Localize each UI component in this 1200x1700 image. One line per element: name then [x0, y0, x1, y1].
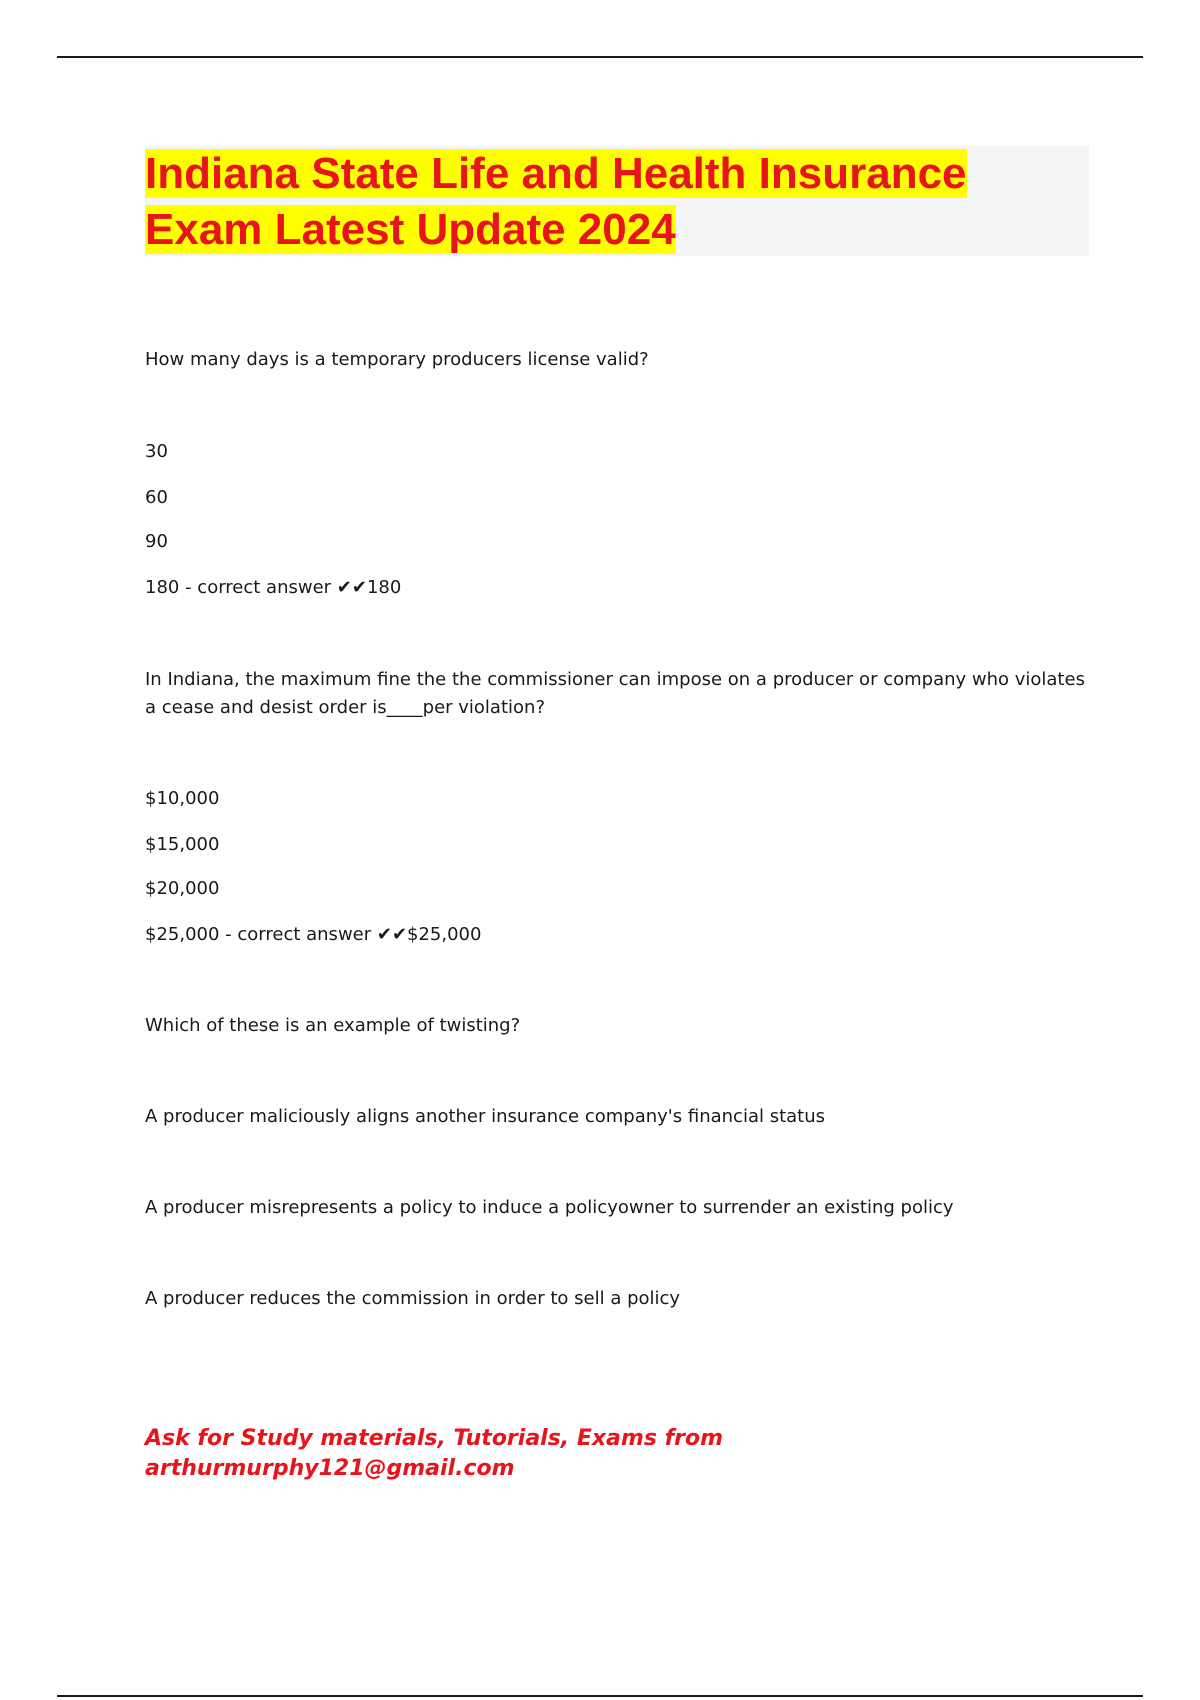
- promo-line-1: Ask for Study materials, Tutorials, Exams from: [145, 1426, 724, 1451]
- question-2: In Indiana, the maximum fine the the commissioner can impose on a producer or company who violates a cease and desist order is____per violation?: [145, 669, 1085, 718]
- document-title: [145, 146, 1089, 258]
- question-3-option-1: A producer maliciously aligns another insurance company's financial status: [145, 1106, 826, 1127]
- title-line-1: Indiana State Life and Health Insurance: [145, 149, 967, 198]
- title-line-2: Exam Latest Update 2024: [145, 205, 676, 254]
- question-3-option-2: A producer misrepresents a policy to induce a policyowner to surrender an existing policy: [145, 1197, 954, 1218]
- question-2-option-2: $15,000: [145, 834, 220, 855]
- question-1-option-1: 30: [145, 441, 168, 462]
- question-1-option-3: 90: [145, 531, 168, 552]
- bottom-rule: [57, 1695, 1143, 1697]
- question-2-option-1: $10,000: [145, 788, 220, 809]
- question-1-answer: 180 - correct answer ✔✔180: [145, 577, 402, 598]
- question-2-answer: $25,000 - correct answer ✔✔$25,000: [145, 924, 482, 945]
- question-2-option-3: $20,000: [145, 878, 220, 899]
- title-block: [145, 146, 1089, 256]
- question-1: How many days is a temporary producers license valid?: [145, 349, 649, 370]
- top-rule: [57, 56, 1143, 58]
- question-3: Which of these is an example of twisting?: [145, 1015, 521, 1036]
- promo-email: arthurmurphy121@gmail.com: [145, 1456, 515, 1481]
- promo-text: [145, 1424, 723, 1484]
- question-1-option-2: 60: [145, 487, 168, 508]
- question-3-option-3: A producer reduces the commission in order to sell a policy: [145, 1288, 681, 1309]
